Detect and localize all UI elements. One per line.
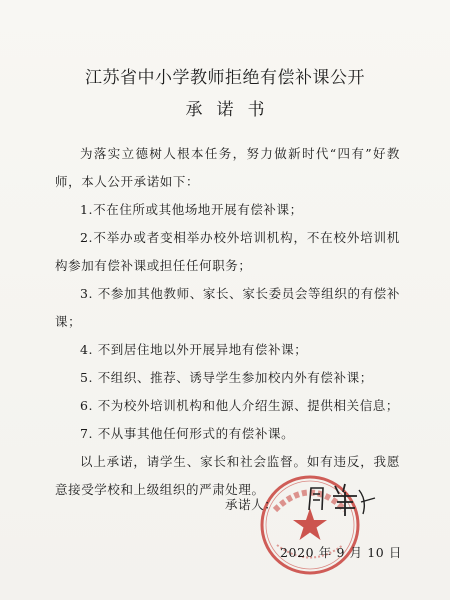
closing-paragraph: 以上承诺，请学生、家长和社会监督。如有违反，我愿意接受学校和上级组织的严肃处理。 (55, 454, 400, 497)
commitment-item-2: 2.不举办或者变相举办校外培训机构，不在校外培训机构参加有偿补课或担任任何职务； (55, 230, 400, 273)
commitment-item-7: 7. 不从事其他任何形式的有偿补课。 (80, 426, 295, 441)
signing-date: 2020 年 9 月 10 日 (280, 545, 403, 560)
signer-label: 承诺人： (225, 497, 278, 512)
handwritten-signature (305, 480, 385, 520)
commitment-item-6: 6. 不为校外培训机构和他人介绍生源、提供相关信息； (80, 398, 400, 413)
commitment-item-1: 1.不在住所或其他场地开展有偿补课； (80, 202, 303, 217)
commitment-item-5: 5. 不组织、推荐、诱导学生参加校内外有偿补课； (80, 370, 373, 385)
commitment-item-3: 3. 不参加其他教师、家长、家长委员会等组织的有偿补课； (55, 286, 400, 329)
commitment-item-4: 4. 不到居住地以外开展异地有偿补课； (80, 342, 308, 357)
document-title: 江苏省中小学教师拒绝有偿补课公开 (85, 68, 365, 88)
document-subtitle: 承诺书 (185, 100, 279, 120)
intro-paragraph: 为落实立德树人根本任务，努力做新时代“四有”好教师，本人公开承诺如下： (55, 146, 400, 189)
